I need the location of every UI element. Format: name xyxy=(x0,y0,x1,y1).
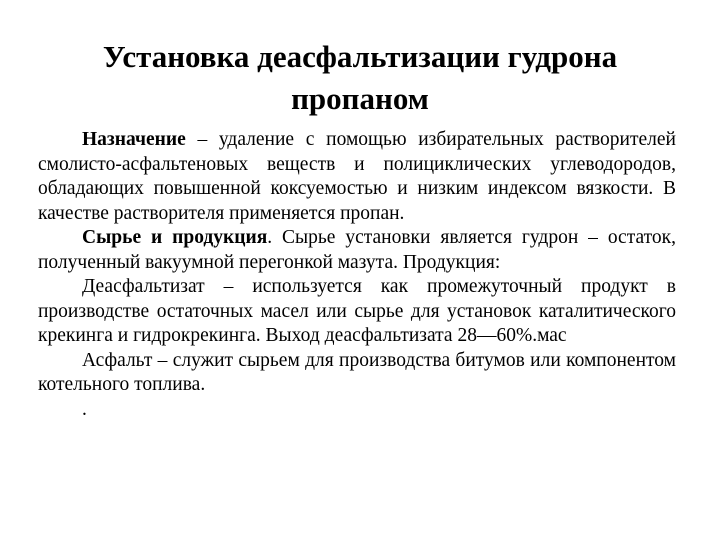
product-asphalt-paragraph: Асфальт – служит сырьем для производства битумов или компонентом котельного топлива. xyxy=(38,349,676,395)
feed-paragraph xyxy=(38,226,676,275)
feed-text: . Сырье установки является гудрон – остаток, полученный вакуумной перегонкой мазута. Продукция: xyxy=(38,227,676,273)
title-line-2: пропаном xyxy=(291,81,429,116)
purpose-label: Назначение xyxy=(82,129,186,150)
feed-label: Сырье и продукция xyxy=(82,227,268,248)
slide-body xyxy=(38,128,676,422)
purpose-text: – удаление с помощью избирательных растворителей смолисто-асфальтеновых веществ и полициклических углеводородов, обладающих повышенной коксуемостью и низким индексом вязкости. В качестве растворителя применяется пропан. xyxy=(38,129,676,224)
trailing-dot: . xyxy=(82,398,87,420)
title-line-1: Установка деасфальтизации гудрона xyxy=(102,39,618,74)
slide-title xyxy=(0,36,720,120)
product-deasphalted-paragraph: Деасфальтизат – используется как промежуточный продукт в производстве остаточных масел или сырье для установок каталитического крекинга и гидрокрекинга. Выход деасфальтизата 28—60%.мас xyxy=(38,276,676,346)
purpose-paragraph xyxy=(38,128,676,226)
